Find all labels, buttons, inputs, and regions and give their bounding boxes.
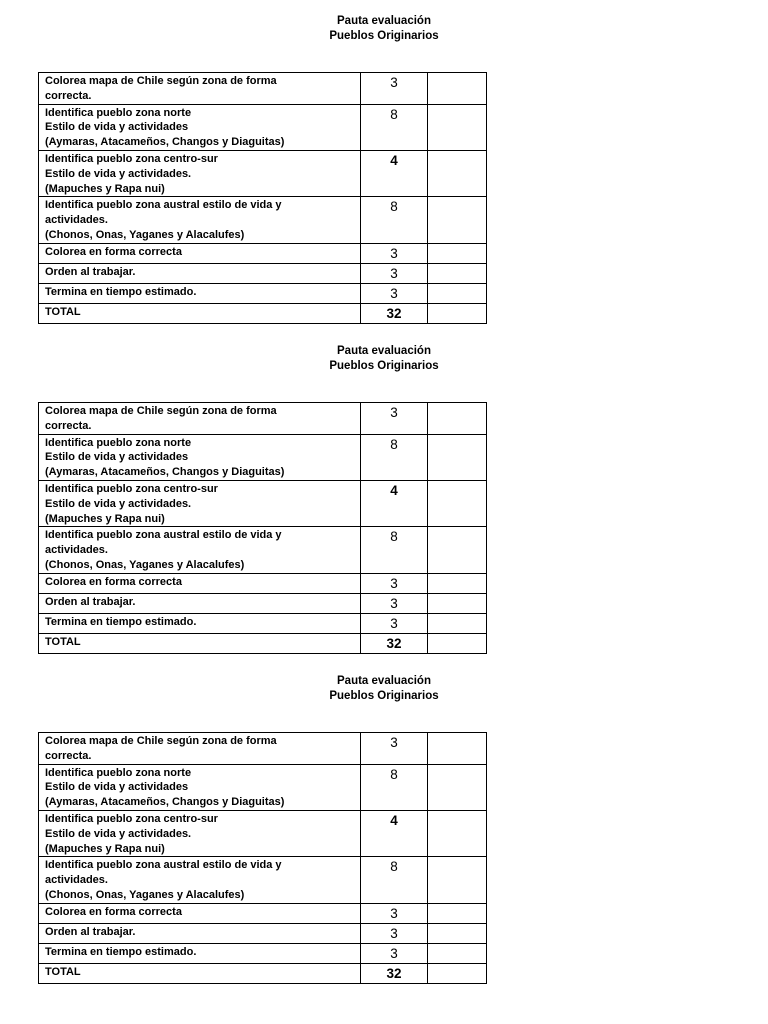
table-row xyxy=(39,963,487,983)
criterion-cell xyxy=(39,963,361,983)
grade-cell xyxy=(428,150,487,196)
criterion-cell xyxy=(39,303,361,323)
criterion-text: Termina en tiempo estimado. xyxy=(45,285,197,298)
criterion-cell xyxy=(39,633,361,653)
criterion-cell xyxy=(39,593,361,613)
table-row xyxy=(39,263,487,283)
rubric-table xyxy=(38,732,487,984)
criterion-cell xyxy=(39,903,361,923)
criterion-text: Termina en tiempo estimado. xyxy=(45,615,197,628)
grade-cell xyxy=(428,104,487,150)
score-cell: 3 xyxy=(361,903,428,923)
score-cell: 3 xyxy=(361,613,428,633)
criterion-text: Estilo de vida y actividades. xyxy=(45,497,192,510)
criterion-text: (Mapuches y Rapa nui) xyxy=(45,182,165,195)
criterion-text: correcta. xyxy=(45,749,92,762)
score-cell: 3 xyxy=(361,943,428,963)
criterion-text: TOTAL xyxy=(45,965,81,978)
subtitle-line: Pueblos Originarios xyxy=(329,360,439,372)
criterion-text: Identifica pueblo zona norte xyxy=(45,766,192,779)
criterion-text: Estilo de vida y actividades xyxy=(45,451,189,464)
grade-cell xyxy=(428,764,487,810)
grade-cell xyxy=(428,810,487,856)
criterion-text: (Mapuches y Rapa nui) xyxy=(45,512,165,525)
criterion-text: Estilo de vida y actividades xyxy=(45,781,189,794)
criterion-cell xyxy=(39,73,361,105)
grade-cell xyxy=(428,303,487,323)
table-row xyxy=(39,903,487,923)
criterion-text: actividades. xyxy=(45,874,108,887)
criterion-text: Colorea en forma correcta xyxy=(45,575,182,588)
grade-cell xyxy=(428,527,487,573)
criterion-text: TOTAL xyxy=(45,635,81,648)
table-row xyxy=(39,434,487,480)
table-row xyxy=(39,480,487,526)
criterion-cell xyxy=(39,857,361,903)
table-row xyxy=(39,943,487,963)
criterion-text: Colorea en forma correcta xyxy=(45,905,182,918)
grade-cell xyxy=(428,480,487,526)
grade-cell xyxy=(428,943,487,963)
score-cell: 32 xyxy=(361,633,428,653)
criterion-text: Colorea mapa de Chile según zona de forma xyxy=(45,735,277,747)
table-row xyxy=(39,243,487,263)
grade-cell xyxy=(428,434,487,480)
table-row xyxy=(39,593,487,613)
criterion-cell xyxy=(39,733,361,765)
score-cell: 4 xyxy=(361,810,428,856)
criterion-text: Identifica pueblo zona centro-sur xyxy=(45,152,218,165)
grade-cell xyxy=(428,283,487,303)
table-row xyxy=(39,283,487,303)
criterion-cell xyxy=(39,263,361,283)
score-cell: 3 xyxy=(361,283,428,303)
criterion-text: Termina en tiempo estimado. xyxy=(45,945,197,958)
score-cell: 32 xyxy=(361,963,428,983)
table-row xyxy=(39,303,487,323)
criterion-text: Identifica pueblo zona norte xyxy=(45,436,192,449)
grade-cell xyxy=(428,903,487,923)
criterion-cell xyxy=(39,527,361,573)
score-cell: 4 xyxy=(361,480,428,526)
table-row xyxy=(39,857,487,903)
score-cell: 3 xyxy=(361,573,428,593)
table-row xyxy=(39,403,487,435)
grade-cell xyxy=(428,923,487,943)
sheet-title xyxy=(284,674,484,704)
table-row xyxy=(39,197,487,243)
criterion-cell xyxy=(39,943,361,963)
grade-cell xyxy=(428,633,487,653)
criterion-text: actividades. xyxy=(45,544,108,557)
criterion-text: (Mapuches y Rapa nui) xyxy=(45,842,165,855)
rubric-table xyxy=(38,402,487,654)
score-cell: 3 xyxy=(361,733,428,765)
grade-cell xyxy=(428,593,487,613)
table-row xyxy=(39,810,487,856)
score-cell: 8 xyxy=(361,197,428,243)
criterion-text: (Chonos, Onas, Yaganes y Alacalufes) xyxy=(45,888,245,901)
score-cell: 3 xyxy=(361,923,428,943)
title-line: Pauta evaluación xyxy=(337,345,431,357)
criterion-cell xyxy=(39,480,361,526)
score-cell: 8 xyxy=(361,527,428,573)
criterion-text: Estilo de vida y actividades. xyxy=(45,167,192,180)
criterion-cell xyxy=(39,283,361,303)
grade-cell xyxy=(428,263,487,283)
grade-cell xyxy=(428,197,487,243)
criterion-text: TOTAL xyxy=(45,305,81,318)
criterion-cell xyxy=(39,197,361,243)
criterion-text: (Aymaras, Atacameños, Changos y Diaguitas) xyxy=(45,796,285,809)
subtitle-line: Pueblos Originarios xyxy=(329,690,439,702)
criterion-text: Identifica pueblo zona austral estilo de vida y xyxy=(45,529,282,542)
grade-cell xyxy=(428,73,487,105)
score-cell: 8 xyxy=(361,764,428,810)
grade-cell xyxy=(428,403,487,435)
grade-cell xyxy=(428,243,487,263)
grade-cell xyxy=(428,963,487,983)
criterion-text: Colorea en forma correcta xyxy=(45,245,182,258)
score-cell: 3 xyxy=(361,73,428,105)
criterion-cell xyxy=(39,403,361,435)
criterion-text: Identifica pueblo zona austral estilo de vida y xyxy=(45,859,282,872)
table-row xyxy=(39,764,487,810)
criterion-cell xyxy=(39,764,361,810)
criterion-text: (Aymaras, Atacameños, Changos y Diaguitas) xyxy=(45,136,285,149)
score-cell: 3 xyxy=(361,593,428,613)
grade-cell xyxy=(428,573,487,593)
criterion-text: actividades. xyxy=(45,214,108,227)
criterion-cell xyxy=(39,613,361,633)
table-row xyxy=(39,633,487,653)
criterion-cell xyxy=(39,150,361,196)
criterion-text: Estilo de vida y actividades xyxy=(45,121,189,134)
criterion-text: Colorea mapa de Chile según zona de forma xyxy=(45,75,277,87)
grade-cell xyxy=(428,613,487,633)
criterion-cell xyxy=(39,243,361,263)
criterion-cell xyxy=(39,104,361,150)
rubric-table xyxy=(38,72,487,324)
table-row xyxy=(39,733,487,765)
score-cell: 3 xyxy=(361,243,428,263)
criterion-cell xyxy=(39,923,361,943)
criterion-cell xyxy=(39,573,361,593)
criterion-text: (Aymaras, Atacameños, Changos y Diaguitas) xyxy=(45,466,285,479)
sheet-title xyxy=(284,344,484,374)
table-row xyxy=(39,150,487,196)
table-row xyxy=(39,923,487,943)
title-line: Pauta evaluación xyxy=(337,15,431,27)
criterion-text: Identifica pueblo zona austral estilo de vida y xyxy=(45,199,282,212)
criterion-text: Identifica pueblo zona norte xyxy=(45,106,192,119)
table-row xyxy=(39,73,487,105)
sheet-title xyxy=(284,14,484,44)
table-row xyxy=(39,527,487,573)
grade-cell xyxy=(428,733,487,765)
criterion-text: Colorea mapa de Chile según zona de forma xyxy=(45,405,277,417)
criterion-text: Orden al trabajar. xyxy=(45,265,136,278)
criterion-cell xyxy=(39,810,361,856)
score-cell: 4 xyxy=(361,150,428,196)
criterion-text: Orden al trabajar. xyxy=(45,595,136,608)
criterion-text: correcta. xyxy=(45,419,92,432)
score-cell: 8 xyxy=(361,104,428,150)
score-cell: 3 xyxy=(361,403,428,435)
score-cell: 8 xyxy=(361,857,428,903)
criterion-text: Estilo de vida y actividades. xyxy=(45,827,192,840)
title-line: Pauta evaluación xyxy=(337,675,431,687)
table-row xyxy=(39,613,487,633)
criterion-text: Orden al trabajar. xyxy=(45,925,136,938)
grade-cell xyxy=(428,857,487,903)
criterion-cell xyxy=(39,434,361,480)
criterion-text: correcta. xyxy=(45,89,92,102)
criterion-text: Identifica pueblo zona centro-sur xyxy=(45,812,218,825)
subtitle-line: Pueblos Originarios xyxy=(329,30,439,42)
score-cell: 8 xyxy=(361,434,428,480)
table-row xyxy=(39,573,487,593)
table-row xyxy=(39,104,487,150)
score-cell: 32 xyxy=(361,303,428,323)
score-cell: 3 xyxy=(361,263,428,283)
criterion-text: (Chonos, Onas, Yaganes y Alacalufes) xyxy=(45,558,245,571)
criterion-text: (Chonos, Onas, Yaganes y Alacalufes) xyxy=(45,228,245,241)
criterion-text: Identifica pueblo zona centro-sur xyxy=(45,482,218,495)
